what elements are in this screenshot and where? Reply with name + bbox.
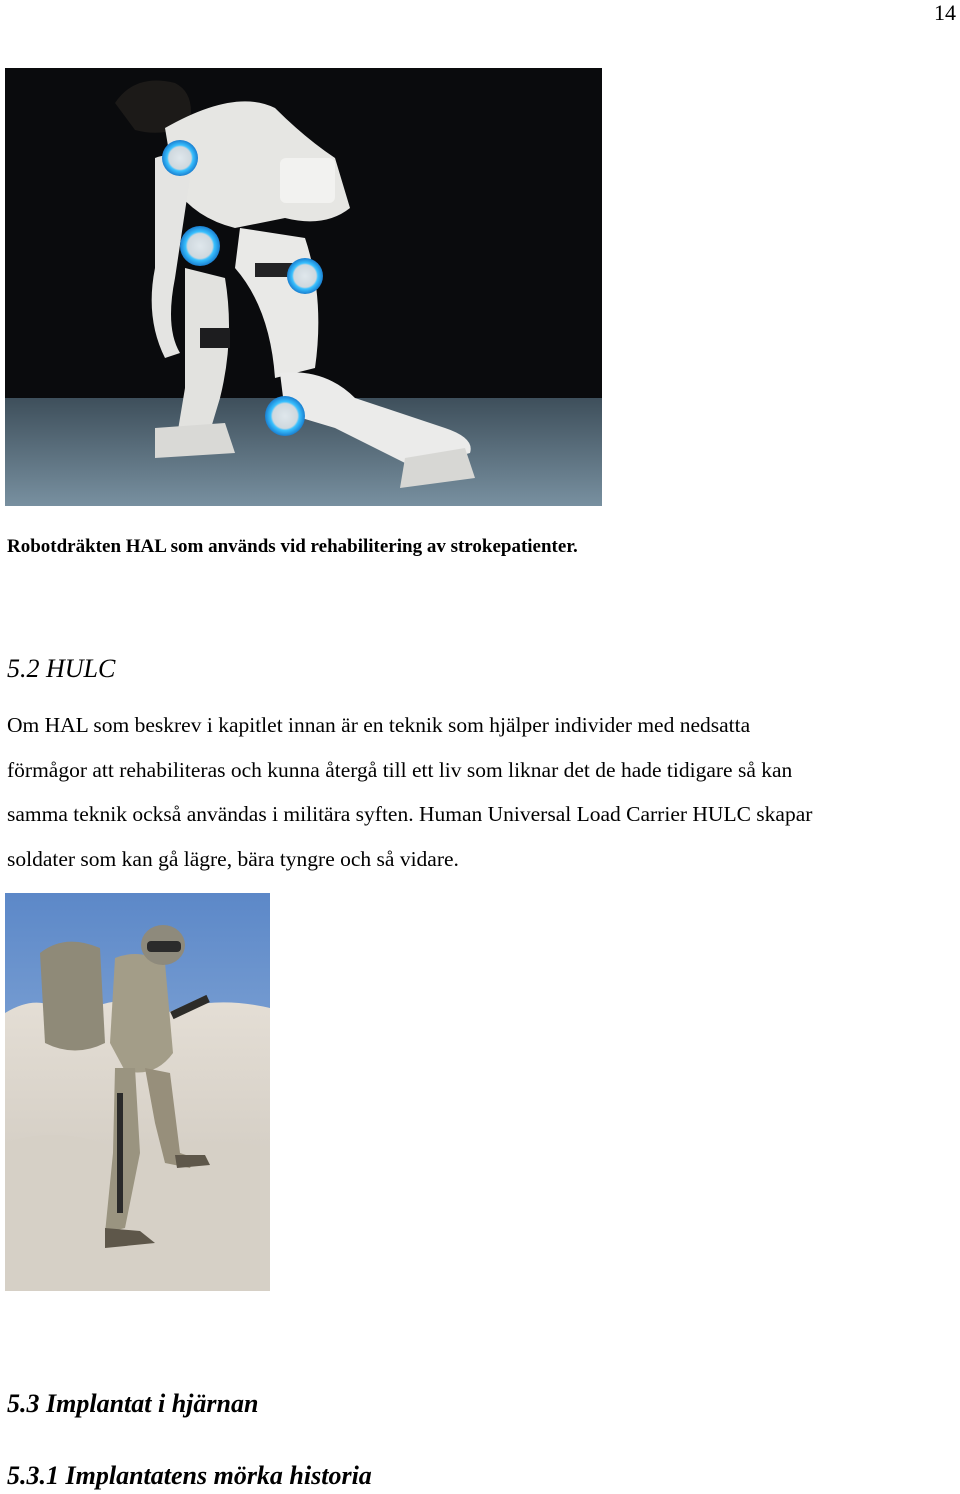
page-number: 14 [934, 0, 956, 25]
hulc-soldier-photo [5, 893, 270, 1291]
hal-robot-suit-photo [5, 68, 602, 506]
section-heading-implants: 5.3 Implantat i hjärnan [7, 1389, 259, 1418]
paragraph-line: soldater som kan gå lägre, bära tyngre och så vidare. [7, 846, 459, 871]
paragraph-line: samma teknik också användas i militära syften. Human Universal Load Carrier HULC skapar [7, 802, 813, 826]
paragraph-line: förmågor att rehabiliteras och kunna återgå till ett liv som liknar det de hade tidigare så kan [7, 757, 793, 782]
subsection-heading-history: 5.3.1 Implantatens mörka historia [7, 1461, 372, 1490]
body-paragraph [7, 703, 957, 881]
paragraph-line: Om HAL som beskrev i kapitlet innan är en teknik som hjälper individer med nedsatta [7, 713, 751, 737]
figure-caption: Robotdräkten HAL som används vid rehabilitering av strokepatienter. [7, 536, 578, 557]
section-heading-hulc: 5.2 HULC [7, 654, 116, 683]
